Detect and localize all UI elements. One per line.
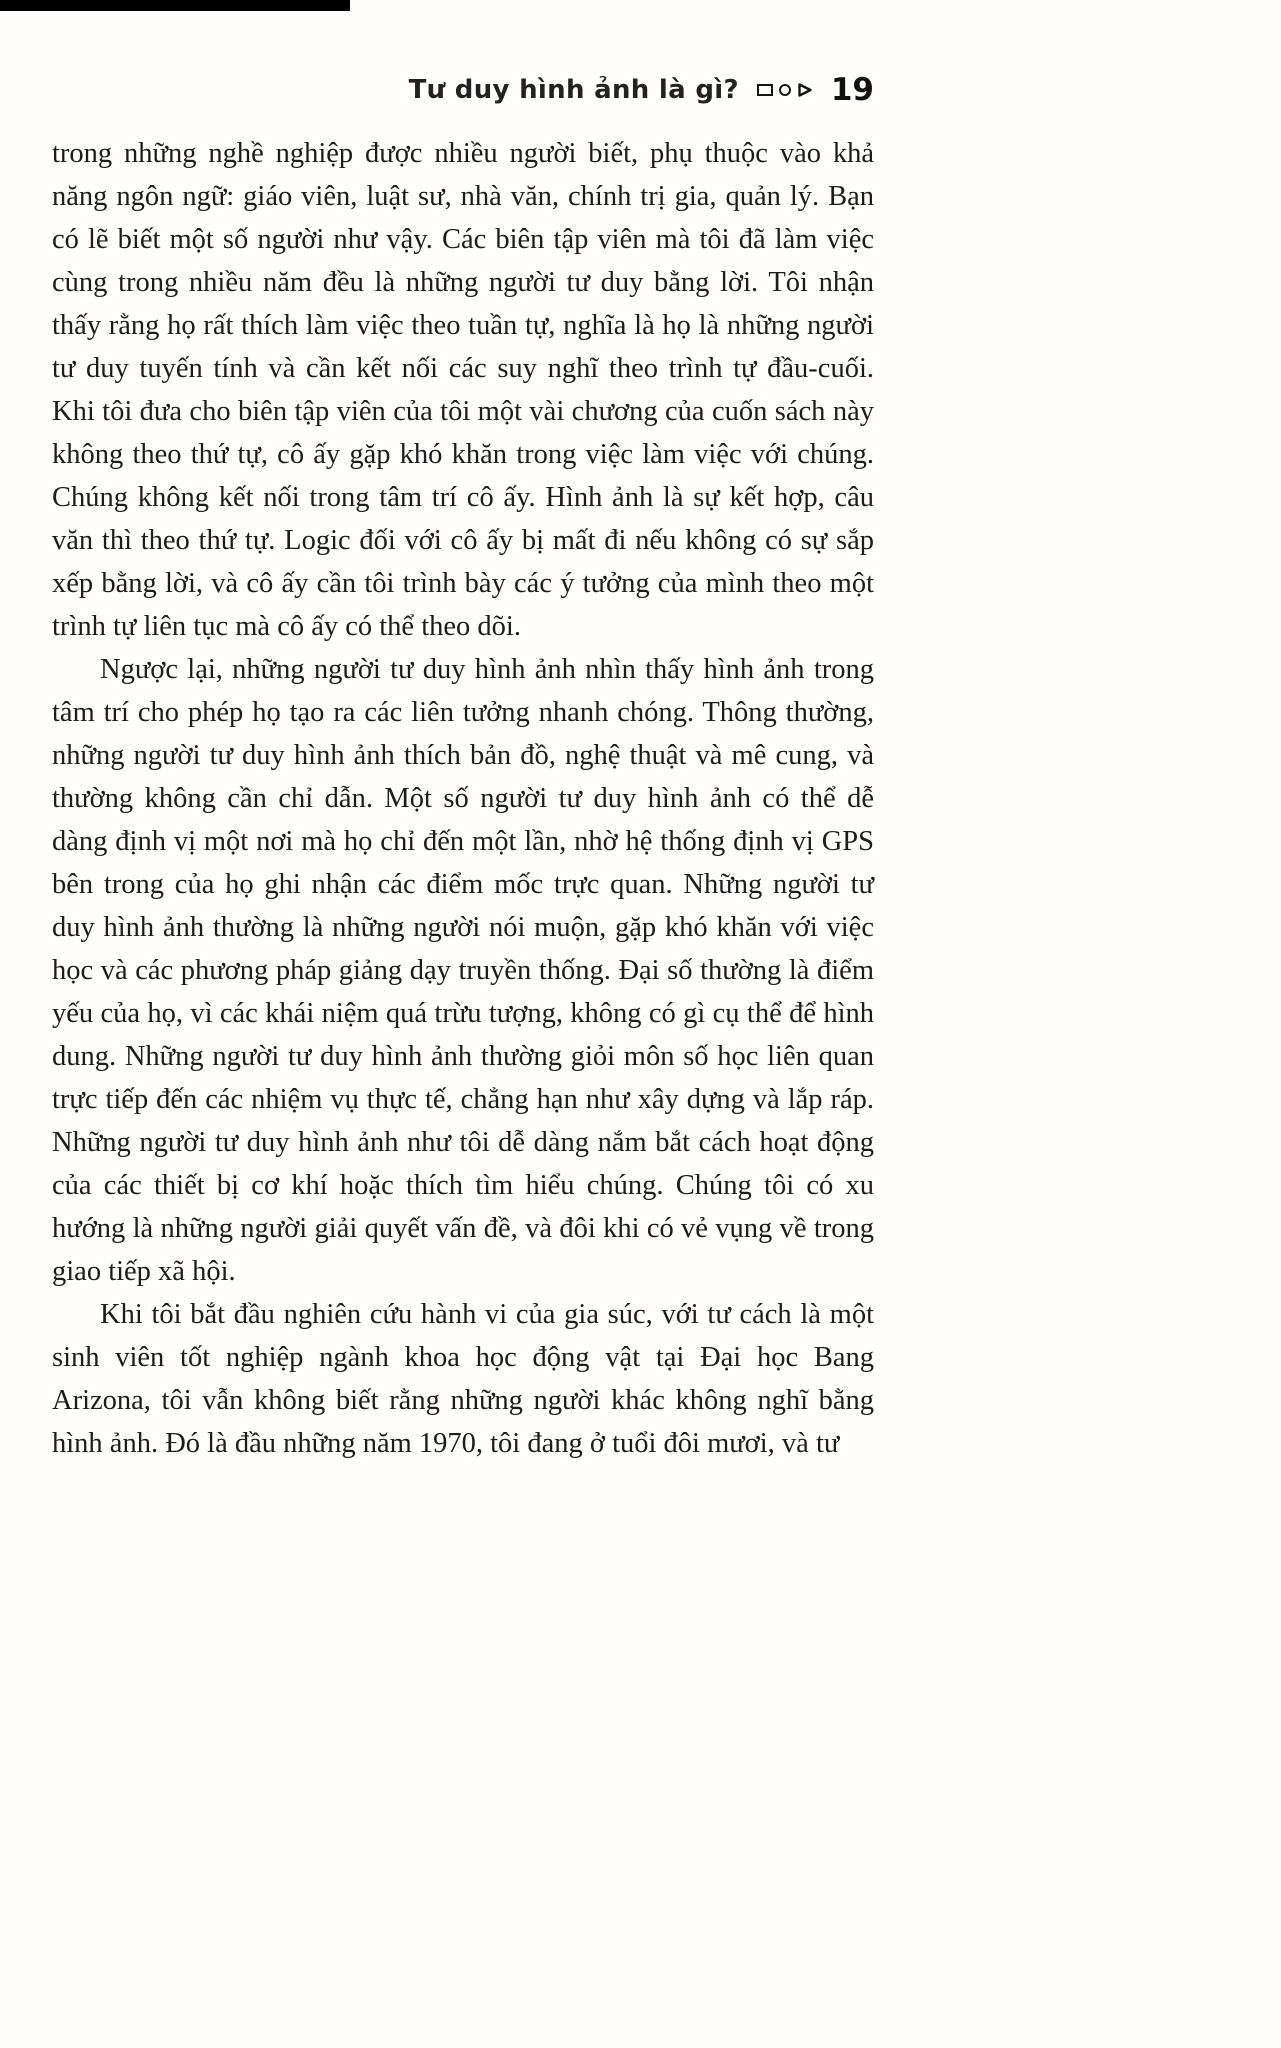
body-text [52,132,874,1465]
triangle-right-icon [797,82,813,98]
running-title: Tư duy hình ảnh là gì? [408,75,739,105]
page-header [52,72,874,108]
paragraph: Khi tôi bắt đầu nghiên cứu hành vi của gia súc, với tư cách là một sinh viên tốt nghiệp ngành khoa học động vật tại Đại học Bang Arizona, tôi vẫn không biết rằng những người khác không nghĩ bằng hình ảnh. Đó là đầu những năm 1970, tôi đang ở tuổi đôi mươi, và tư [52,1299,874,1459]
paragraph: Ngược lại, những người tư duy hình ảnh nhìn thấy hình ảnh trong tâm trí cho phép họ tạo ra các liên tưởng nhanh chóng. Thông thường, những người tư duy hình ảnh thích bản đồ, nghệ thuật và mê cung, và thường không cần chỉ dẫn. Một số người tư duy hình ảnh có thể dễ dàng định vị một nơi mà họ chỉ đến một lần, nhờ hệ thống định vị GPS bên trong của họ ghi nhận các điểm mốc trực quan. Những người tư duy hình ảnh thường là những người nói muộn, gặp khó khăn với việc học và các phương pháp giảng dạy truyền thống. Đại số thường là điểm yếu của họ, vì các khái niệm quá trừu tượng, không có gì cụ thể để hình dung. Những người tư duy hình ảnh thường giỏi môn số học liên quan trực tiếp đến các nhiệm vụ thực tế, chẳng hạn như xây dựng và lắp ráp. Những người tư duy hình ảnh như tôi dễ dàng nắm bắt cách hoạt động của các thiết bị cơ khí hoặc thích tìm hiểu chúng. Chúng tôi có xu hướng là những người giải quyết vấn đề, và đôi khi có vẻ vụng về trong giao tiếp xã hội. [52,654,874,1287]
paragraph-continuation: trong những nghề nghiệp được nhiều người biết, phụ thuộc vào khả năng ngôn ngữ: giáo viên, luật sư, nhà văn, chính trị gia, quản lý. Bạn có lẽ biết một số người như vậy. Các biên tập viên mà tôi đã làm việc cùng trong nhiều năm đều là những người tư duy bằng lời. Tôi nhận thấy rằng họ rất thích làm việc theo tuần tự, nghĩa là họ là những người tư duy tuyến tính và cần kết nối các suy nghĩ theo trình tự đầu-cuối. Khi tôi đưa cho biên tập viên của tôi một vài chương của cuốn sách này không theo thứ tự, cô ấy gặp khó khăn trong việc làm việc với chúng. Chúng không kết nối trong tâm trí cô ấy. Hình ảnh là sự kết hợp, câu văn thì theo thứ tự. Logic đối với cô ấy bị mất đi nếu không có sự sắp xếp bằng lời, và cô ấy cần tôi trình bày các ý tưởng của mình theo một trình tự liên tục mà cô ấy có thể theo dõi. [52,138,874,642]
page-number: 19 [830,72,874,108]
circle-icon [779,84,791,96]
header-ornament-icons [757,82,813,98]
scan-artifact-bar [0,0,350,11]
square-icon [757,84,773,96]
